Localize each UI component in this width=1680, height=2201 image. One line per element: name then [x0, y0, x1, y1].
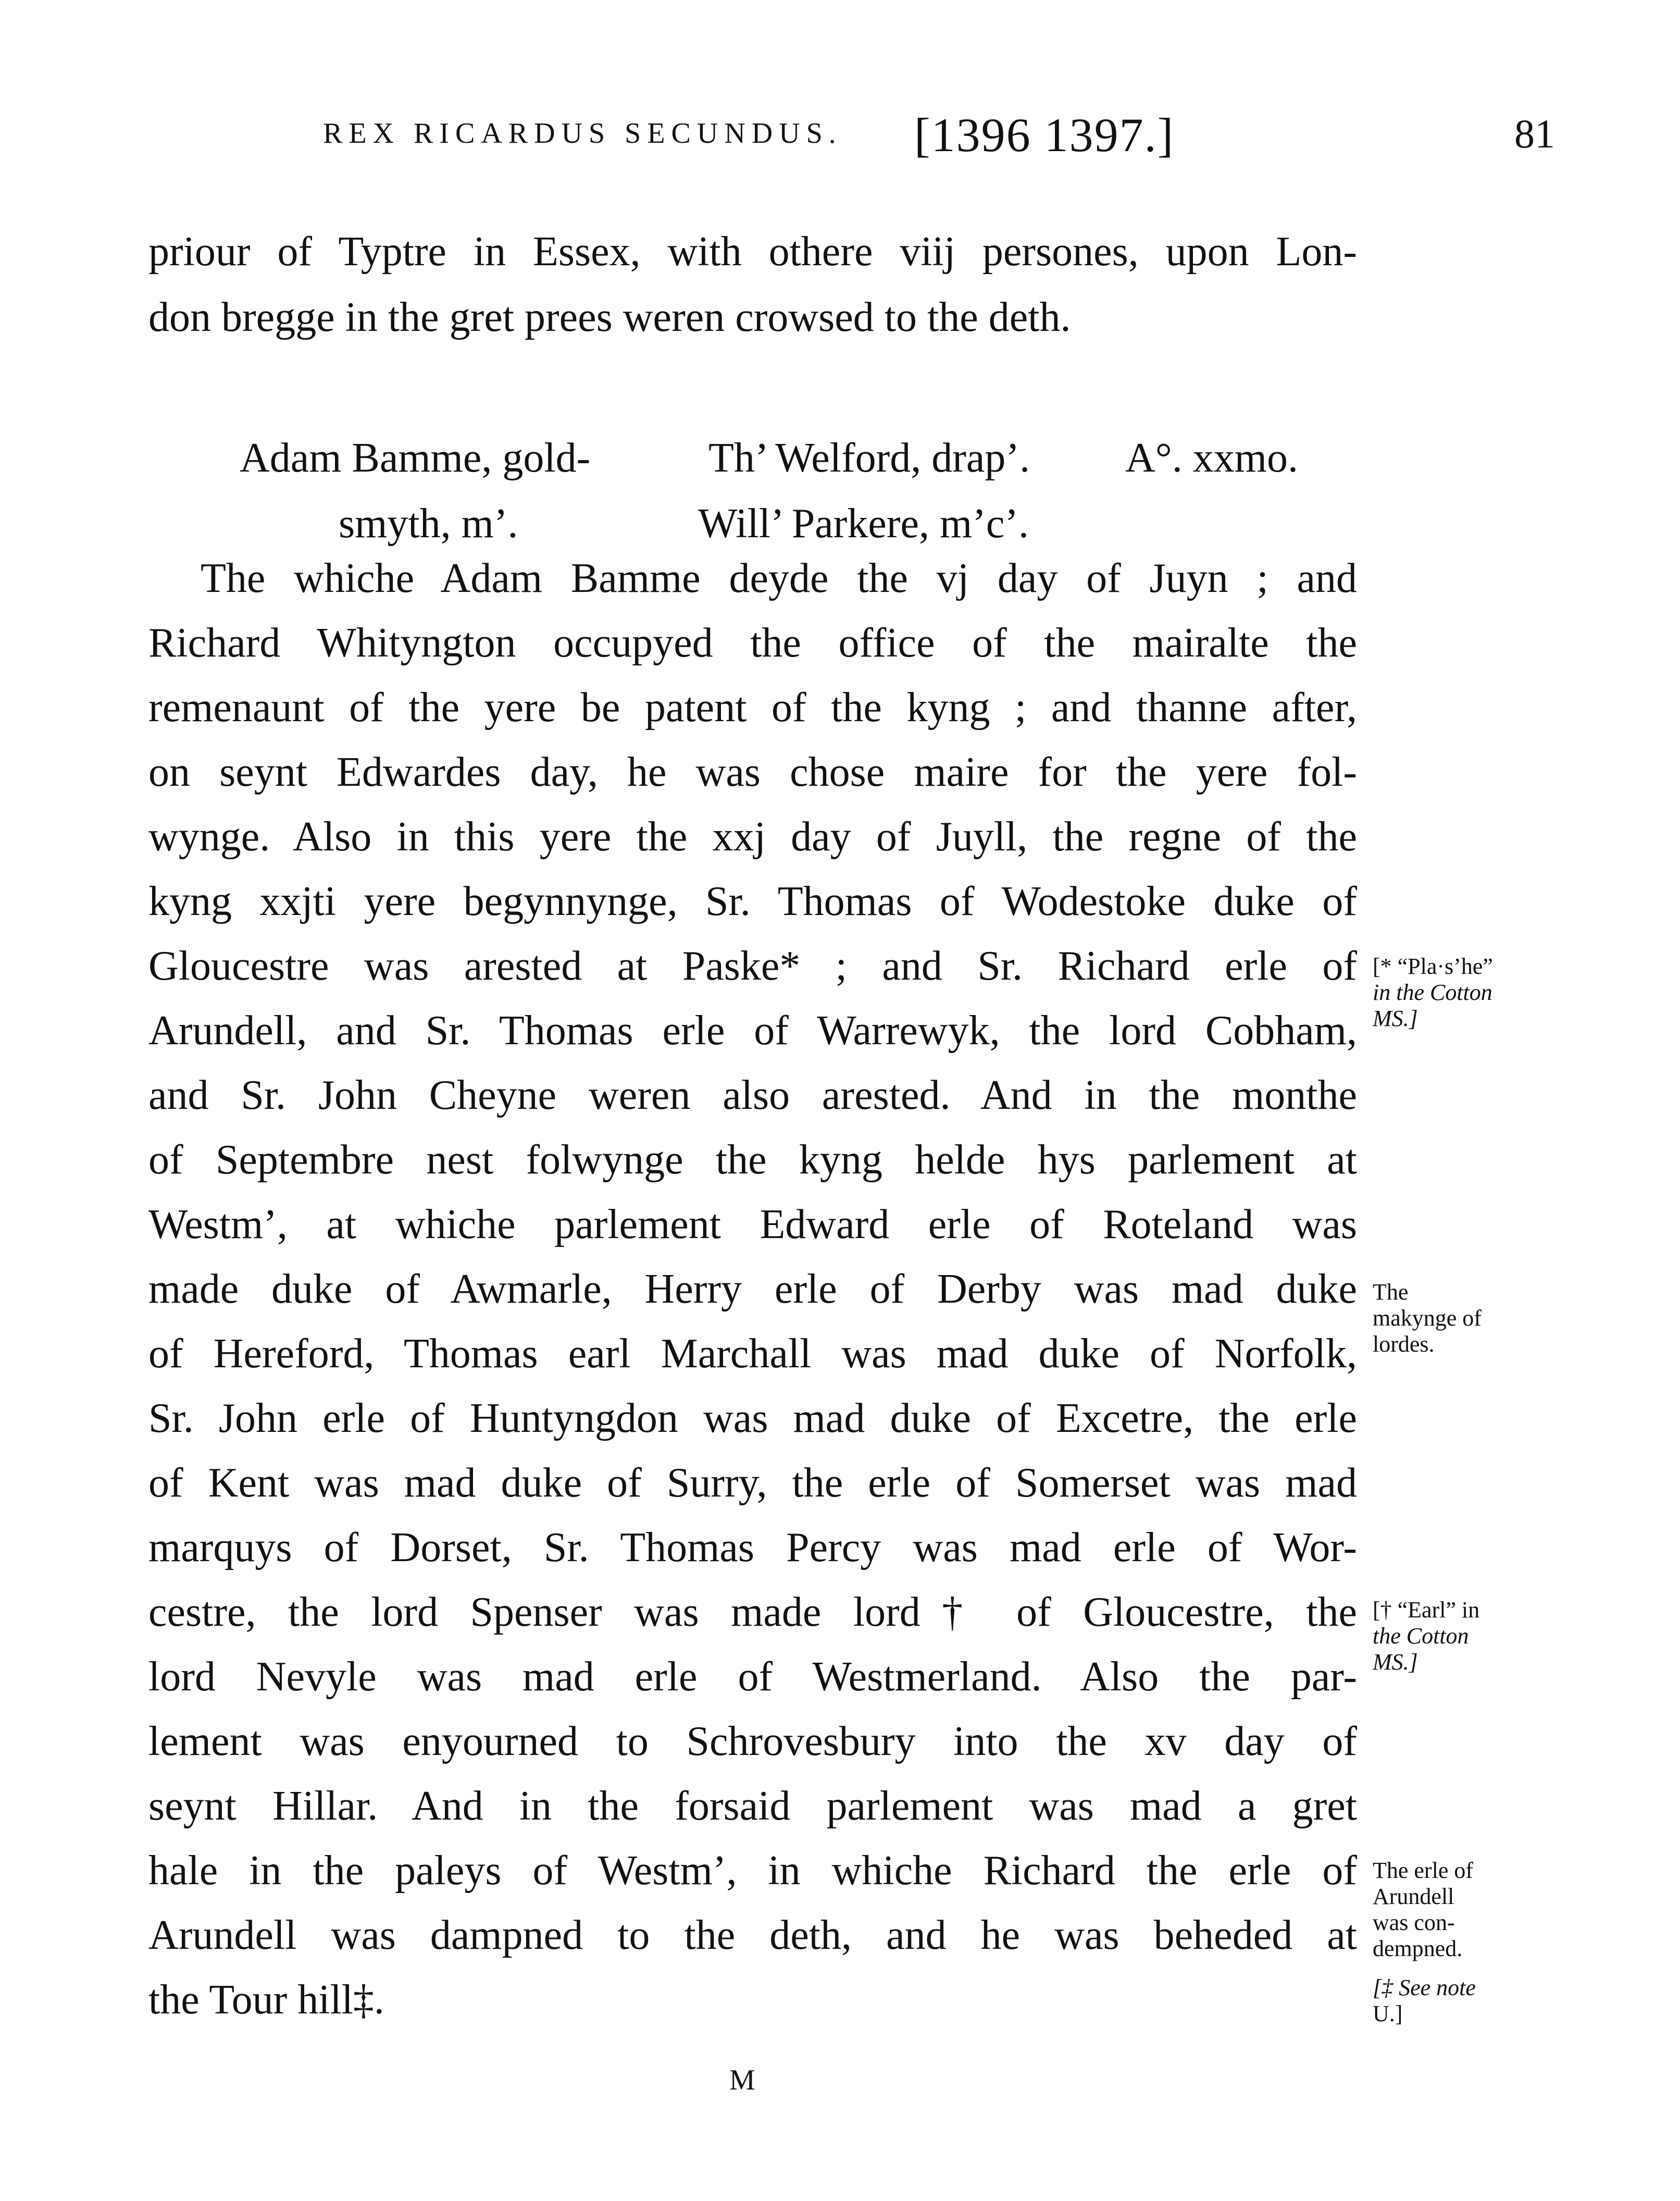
text-line: wynge. Also in this yere the xxj day of Juyll, the regne of the — [148, 814, 1357, 860]
text-line: remenaunt of the yere be patent of the kyng ; and thanne after, — [148, 685, 1357, 731]
text-line: hale in the paleys of Westm’, in whiche Richard the erle of — [148, 1848, 1357, 1894]
text-line: of Kent was mad duke of Surry, the erle of Somerset was mad — [148, 1460, 1357, 1506]
running-title: REX RICARDUS SECUNDUS. — [323, 117, 842, 150]
lead-paragraph — [148, 219, 1357, 350]
marginal-note-see — [1373, 1975, 1602, 2027]
text-line: kyng xxjti yere begynnynge, Sr. Thomas of Wodestoke duke of — [148, 879, 1357, 924]
date-range: [1396 1397.] — [914, 108, 1175, 162]
note-line: [‡ See note — [1373, 1975, 1476, 2000]
text-line: Sr. John erle of Huntyngdon was mad duke of Excetre, the erle — [148, 1395, 1357, 1441]
body-paragraph — [148, 546, 1357, 2032]
note-line: Arundell — [1373, 1884, 1454, 1909]
mayor-name: Adam Bamme, gold- — [240, 435, 591, 481]
text-line: of Hereford, Thomas earl Marchall was mad duke of Norfolk, — [148, 1331, 1357, 1377]
marginal-note-lordes — [1373, 1279, 1602, 1357]
text-line: lement was enyourned to Schrovesbury into the xv day of — [148, 1718, 1357, 1764]
text-line: and Sr. John Cheyne weren also arested. And in the monthe — [148, 1072, 1357, 1118]
note-line: dempned. — [1373, 1936, 1463, 1961]
note-line: makynge of — [1373, 1305, 1482, 1331]
note-line: was con- — [1373, 1910, 1455, 1935]
regnal-year: A°. xxmo. — [1125, 435, 1298, 481]
text-line: of Septembre nest folwynge the kyng helde hys parlement at — [148, 1137, 1357, 1183]
text-line: Westm’, at whiche parlement Edward erle of Roteland was — [148, 1202, 1357, 1247]
text-line: lord Nevyle was mad erle of Westmerland. Also the par- — [148, 1654, 1357, 1700]
text-line: the Tour hill‡. — [148, 1977, 384, 2023]
text-line: priour of Typtre in Essex, with othere viij persones, upon Lon- — [148, 229, 1357, 275]
note-line: MS.] — [1373, 1649, 1418, 1675]
note-line: [† “Earl” in — [1373, 1597, 1480, 1623]
officers-block — [240, 425, 1386, 547]
signature-mark: M — [729, 2064, 755, 2096]
text-line: The whiche Adam Bamme deyde the vj day of Juyn ; and — [201, 555, 1357, 601]
note-line: The erle of — [1373, 1858, 1473, 1883]
sheriff-1: Th’ Welford, drap’. — [708, 435, 1030, 481]
note-line: The — [1373, 1279, 1409, 1305]
running-header — [323, 108, 1555, 166]
text-line: Arundell, and Sr. Thomas erle of Warrewyk, the lord Cobham, — [148, 1008, 1357, 1054]
marginal-note-earl — [1373, 1597, 1602, 1675]
note-line: [* “Pla·s’he” — [1373, 954, 1493, 979]
text-line: cestre, the lord Spenser was made lord† of Gloucestre, the — [148, 1589, 1357, 1635]
note-line: U.] — [1373, 2001, 1403, 2026]
note-line: the Cotton — [1373, 1623, 1469, 1649]
text-line: marquys of Dorset, Sr. Thomas Percy was mad erle of Wor- — [148, 1525, 1357, 1571]
mayor-trade: smyth, m’. — [339, 501, 518, 547]
text-line: Gloucestre was arested at Paske* ; and Sr. Richard erle of — [148, 943, 1357, 989]
text-line: don bregge in the gret prees weren crowsed to the deth. — [148, 294, 1071, 340]
note-line: MS.] — [1373, 1006, 1418, 1031]
note-line: lordes. — [1373, 1331, 1435, 1357]
marginal-note-arundell — [1373, 1858, 1602, 1962]
text-line: Richard Whityngton occupyed the office of the mairalte the — [148, 620, 1357, 666]
marginal-note-pla — [1373, 954, 1602, 1032]
text-line: seynt Hillar. And in the forsaid parlement was mad a gret — [148, 1783, 1357, 1829]
note-line: in the Cotton — [1373, 980, 1492, 1005]
text-line: Arundell was dampned to the deth, and he was beheded at — [148, 1912, 1357, 1958]
text-line: made duke of Awmarle, Herry erle of Derby was mad duke — [148, 1266, 1357, 1312]
text-line: on seynt Edwardes day, he was chose maire for the yere fol- — [148, 749, 1357, 795]
page-number: 81 — [1514, 111, 1555, 156]
sheriff-2: Will’ Parkere, m’c’. — [698, 501, 1029, 547]
